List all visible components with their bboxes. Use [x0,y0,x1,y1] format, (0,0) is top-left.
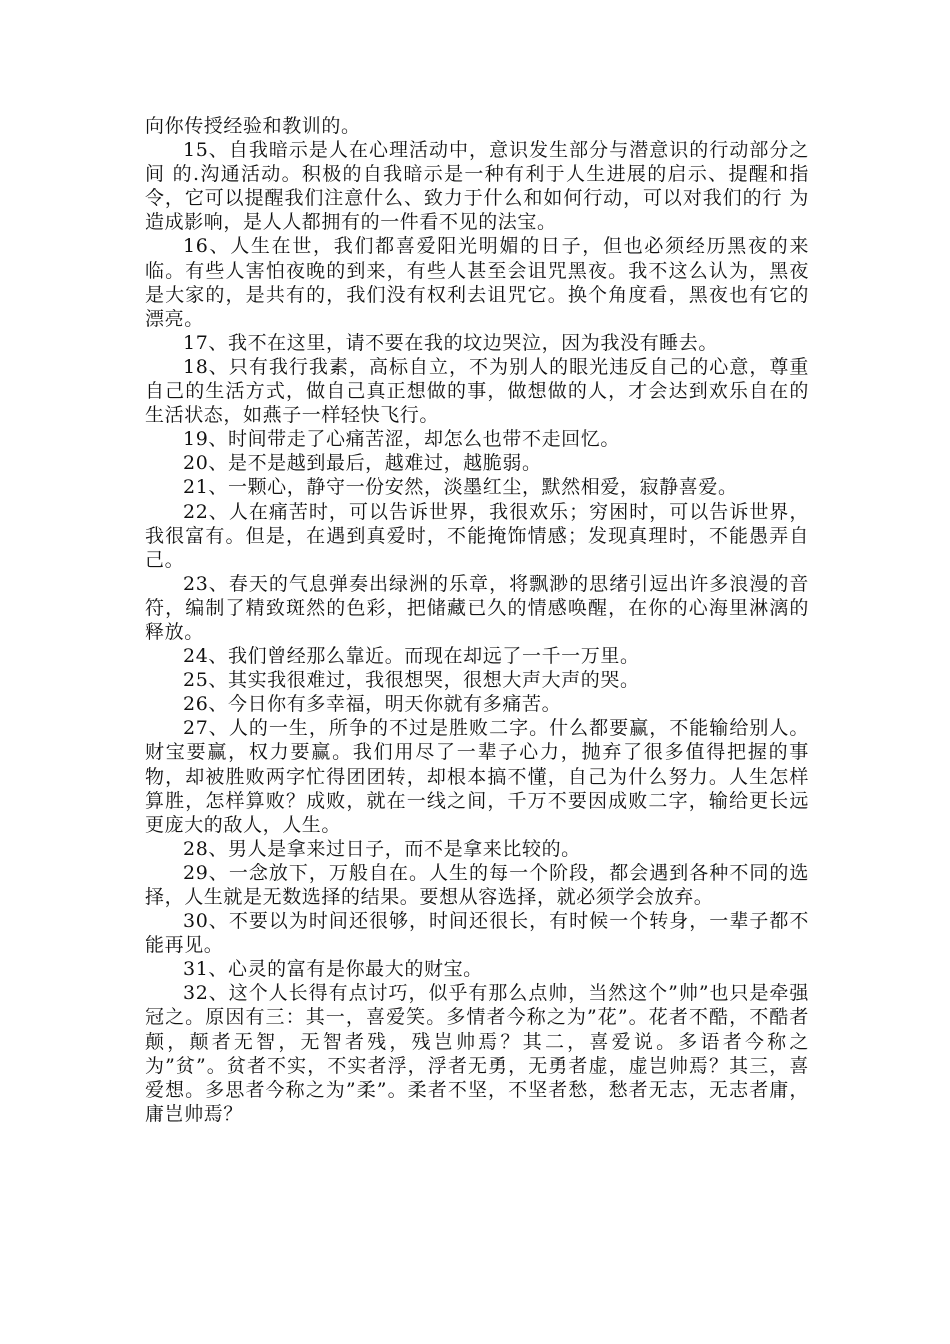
paragraph-15: 15、自我暗示是人在心理活动中，意识发生部分与潜意识的行动部分之间 的.沟通活动。积极的自我暗示是一种有利于人生进展的启示、提醒和指 令，它可以提醒我们注意什么、致力于什么和如何行动，可以对我们的行 为造成影响，是人人都拥有的一件看不见的法宝。 [145,139,809,234]
paragraph-25: 25、其实我很难过，我很想哭，很想大声大声的哭。 [183,669,640,692]
paragraph-30: 30、不要以为时间还很够，时间还很长，有时候一个转身，一辈子都不能再见。 [145,910,809,957]
paragraph-32: 32、这个人长得有点讨巧，似乎有那么点帅，当然这个”帅”也只是牵强冠之。原因有三：其一，喜爱笑。多情者今称之为”花”。花者不酷，不酷者颠，颠者无智，无智者残，残岂帅焉？其二，喜爱说。多语者今称之为”贫”。贫者不实，不实者浮，浮者无勇，无勇者虚，虚岂帅焉？其三，喜爱想。多思者今称之为”柔”。柔者不坚，不坚者愁，愁者无志，无志者庸，庸岂帅焉？ [145,982,809,1125]
paragraph-28: 28、男人是拿来过日子，而不是拿来比较的。 [183,837,581,860]
paragraph-26: 26、今日你有多幸福，明天你就有多痛苦。 [183,693,562,716]
paragraph-17: 17、我不在这里，请不要在我的坟边哭泣，因为我没有睡去。 [183,331,718,354]
paragraph-19: 19、时间带走了心痛苦涩，却怎么也带不走回忆。 [183,428,620,451]
paragraph-16: 16、人生在世，我们都喜爱阳光明媚的日子，但也必须经历黑夜的来临。有些人害怕夜晚的到来，有些人甚至会诅咒黑夜。我不这么认为，黑夜是大家的，是共有的，我们没有权利去诅咒它。换个角度看，黑夜也有它的漂亮。 [145,235,809,330]
paragraph-29: 29、一念放下，万般自在。人生的每一个阶段，都会遇到各种不同的选择，人生就是无数选择的结果。要想从容选择，就必须学会放弃。 [145,861,809,908]
paragraph-continuation: 向你传授经验和教训的。 [145,115,361,137]
paragraph-20: 20、是不是越到最后，越难过，越脆弱。 [183,452,542,475]
paragraph-24: 24、我们曾经那么靠近。而现在却远了一千一万里。 [183,645,640,668]
document-body [145,114,809,1126]
paragraph-22: 22、人在痛苦时，可以告诉世界，我很欢乐；穷困时，可以告诉世界，我很富有。但是，在遇到真爱时，不能掩饰情感；发现真理时，不能愚弄自己。 [145,500,809,571]
paragraph-31: 31、心灵的富有是你最大的财宝。 [183,958,483,981]
paragraph-23: 23、春天的气息弹奏出绿洲的乐章，将飘渺的思绪引逗出许多浪漫的音符，编制了精致斑然的色彩，把储藏已久的情感唤醒，在你的心海里淋漓的释放。 [145,572,809,643]
paragraph-27: 27、人的一生，所争的不过是胜败二字。什么都要赢，不能输给别人。财宝要赢，权力要赢。我们用尽了一辈子心力，抛弃了很多值得把握的事物，却被胜败两字忙得团团转，却根本搞不懂，自己为什么努力。人生怎样算胜，怎样算败？成败，就在一线之间，千万不要因成败二字，输给更长远更庞大的敌人，人生。 [145,717,809,836]
paragraph-18: 18、只有我行我素，高标自立，不为别人的眼光违反自己的心意，尊重自己的生活方式，做自己真正想做的事，做想做的人，才会达到欢乐自在的生活状态，如燕子一样轻快飞行。 [145,355,809,427]
paragraph-21: 21、一颗心，静守一份安然，淡墨红尘，默然相爱，寂静喜爱。 [183,476,738,499]
